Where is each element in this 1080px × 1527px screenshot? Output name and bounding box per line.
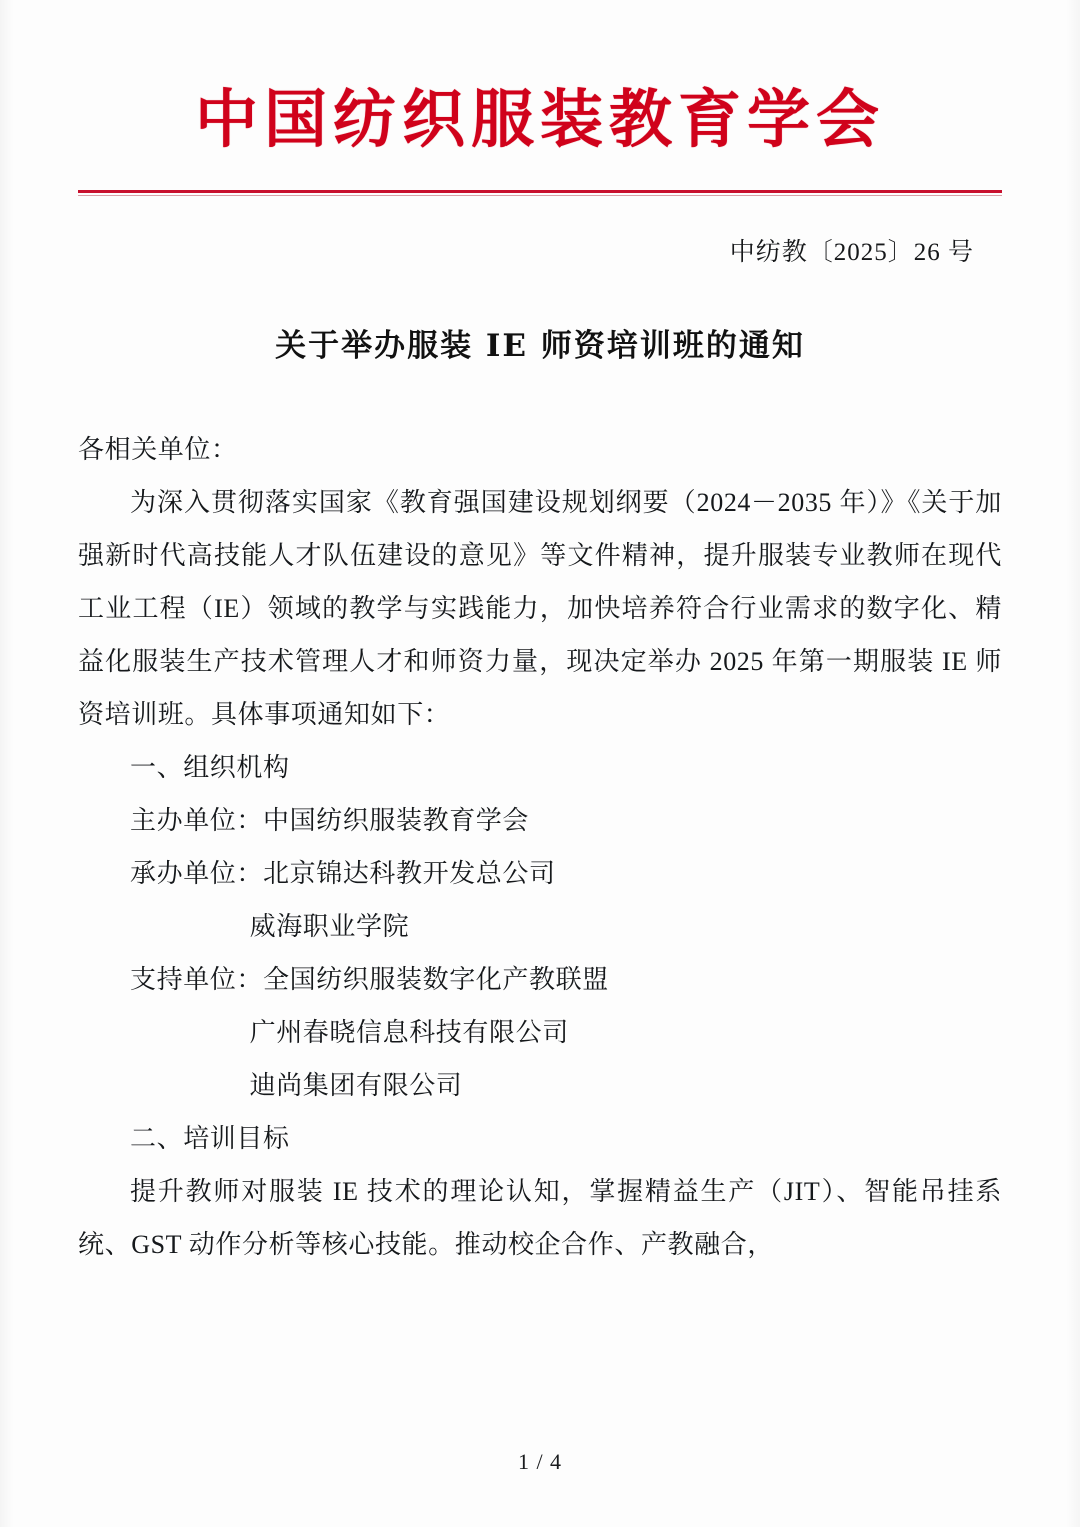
section-1-item-4: 支持单位：全国纺织服装数字化产教联盟	[130, 965, 609, 995]
document-number: 中纺教〔2025〕26 号	[729, 239, 974, 267]
body-paragraph: 为深入贯彻落实国家《教育强国建设规划纲要（2024－2035 年）》《关于加强新时代高技能人才队伍建设的意见》等文件精神，提升服装专业教师在现代工业工程（IE）领域的教学与实践能力，加快培养符合行业需求的数字化、精益化服装生产技术管理人才和师资力量，现决定举办 2025 年第一期服装 IE 师资培训班。具体事项通知如下：	[78, 488, 1002, 730]
letterhead	[78, 0, 1002, 196]
salutation: 各相关单位：	[78, 435, 238, 465]
section-1-item-6: 迪尚集团有限公司	[249, 1071, 463, 1101]
letterhead-rule-thick	[78, 190, 1002, 193]
letterhead-rule-thin	[78, 195, 1002, 196]
document-body	[78, 423, 1002, 1271]
section-heading-1: 一、组织机构	[130, 753, 290, 783]
section-1-item-1: 主办单位：中国纺织服装教育学会	[130, 806, 530, 836]
section-2-item-1: 提升教师对服装 IE 技术的理论认知，掌握精益生产（JIT）、智能吊挂系统、GST 动作分析等核心技能。推动校企合作、产教融合，	[78, 1177, 1002, 1260]
page-number: 1 / 4	[517, 1449, 563, 1474]
page-edge-left	[0, 0, 14, 1527]
section-heading-2: 二、培训目标	[130, 1124, 290, 1154]
page-edge-right	[1066, 0, 1080, 1527]
page-title: 关于举办服装 IE 师资培训班的通知	[275, 328, 805, 365]
section-1-item-5: 广州春晓信息科技有限公司	[249, 1018, 569, 1048]
section-1-item-2: 承办单位：北京锦达科教开发总公司	[130, 859, 556, 889]
letterhead-rule	[78, 190, 1002, 196]
section-1-item-3: 威海职业学院	[249, 912, 410, 942]
letterhead-organization: 中国纺织服装教育学会	[195, 82, 885, 156]
